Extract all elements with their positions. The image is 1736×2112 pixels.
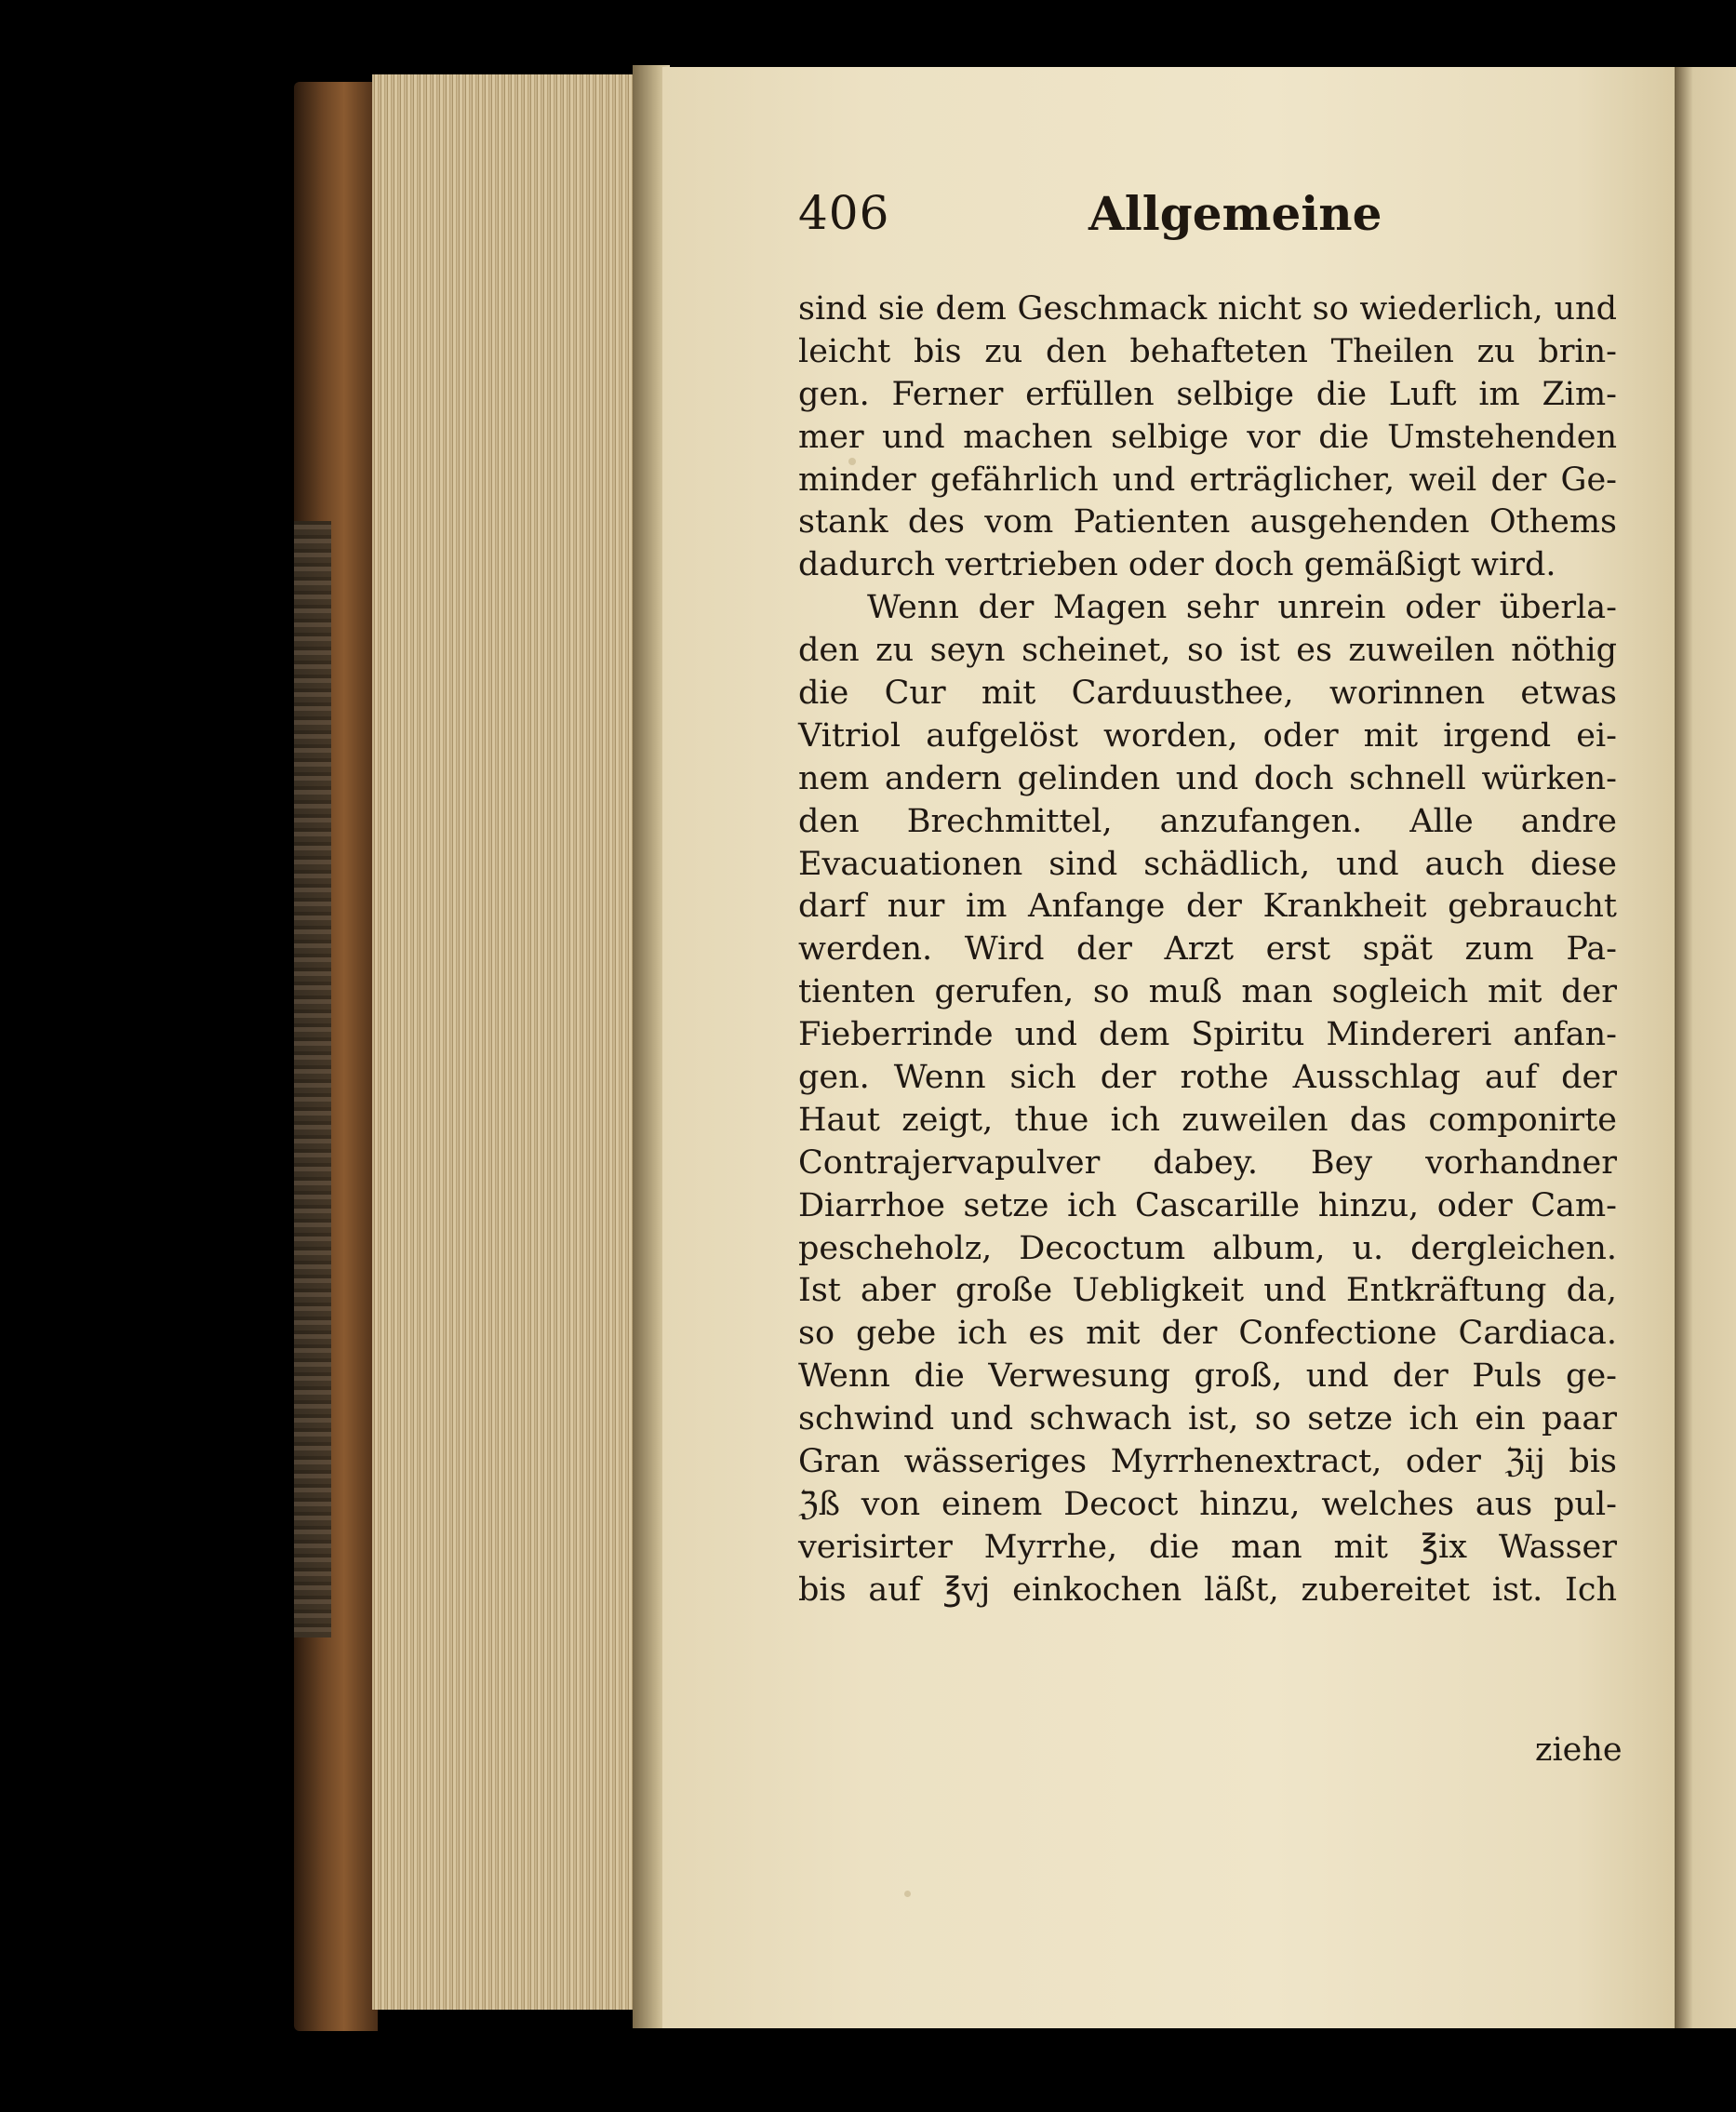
text-line: gen. Ferner erfüllen selbige die Luft im Zim- <box>798 375 1617 413</box>
text-line: bis auf ℥vj einkochen läßt, zubereitet ist. Ich <box>798 1571 1617 1609</box>
text-line: minder gefährlich und erträglicher, weil der Ge- <box>798 461 1617 499</box>
page-block-edge <box>372 74 642 2010</box>
text-line: Contrajervapulver dabey. Bey vorhandner <box>798 1143 1617 1182</box>
marbled-cover-edge <box>294 521 331 1637</box>
text-line: Diarrhoe setze ich Cascarille hinzu, oder Cam- <box>798 1186 1617 1224</box>
text-line: den zu seyn scheinet, so ist es zuweilen nöthig <box>798 632 1617 670</box>
text-line: Wenn die Verwesung groß, und der Puls ge- <box>798 1357 1617 1396</box>
text-line: Haut zeigt, thue ich zuweilen das componirte <box>798 1101 1617 1139</box>
text-line: pescheholz, Decoctum album, u. dergleichen. <box>798 1229 1617 1267</box>
text-line: sind sie dem Geschmack nicht so wiederlich, und <box>798 290 1617 327</box>
text-line: tienten gerufen, so muß man sogleich mit der <box>798 973 1617 1011</box>
text-line: schwind und schwach ist, so setze ich ein paar <box>798 1400 1617 1438</box>
text-line: gen. Wenn sich der rothe Ausschlag auf der <box>798 1059 1617 1097</box>
text-line: den Brechmittel, anzufangen. Alle andre <box>798 802 1617 840</box>
catchword: ziehe <box>1535 1731 1622 1769</box>
text-line: nem andern gelinden und doch schnell würken- <box>798 759 1617 797</box>
text-line: dadurch vertrieben oder doch gemäßigt wird. <box>798 546 1556 584</box>
paper-spot <box>904 1891 911 1897</box>
text-line: werden. Wird der Arzt erst spät zum Pa- <box>798 930 1617 969</box>
running-head: Allgemeine <box>1088 186 1382 241</box>
text-line: Gran wässeriges Myrrhenextract, oder ℨij bis <box>798 1443 1617 1481</box>
text-line: Vitriol aufgelöst worden, oder mit irgend ei- <box>798 716 1617 755</box>
text-line: so gebe ich es mit der Confectione Cardiaca. <box>798 1315 1617 1353</box>
text-line: ℨß von einem Decoct hinzu, welches aus pul- <box>798 1485 1617 1523</box>
text-line: Ist aber große Uebligkeit und Entkräftung da, <box>798 1272 1617 1310</box>
page-header <box>798 186 1636 261</box>
text-line: stank des vom Patienten ausgehenden Othems <box>798 503 1617 541</box>
text-line: Fieberrinde und dem Spiritu Mindereri anfan- <box>798 1016 1617 1054</box>
text-line: Evacuationen sind schädlich, und auch diese <box>798 845 1617 883</box>
text-line: die Cur mit Carduusthee, worinnen etwas <box>798 675 1617 713</box>
body-text <box>798 288 1617 1612</box>
text-line: leicht bis zu den behafteten Theilen zu brin- <box>798 332 1617 370</box>
facing-page-edge <box>1675 67 1736 2028</box>
text-line: mer und machen selbige vor die Umstehenden <box>798 418 1617 456</box>
text-line: darf nur im Anfange der Krankheit gebraucht <box>798 888 1617 926</box>
text-line: Wenn der Magen sehr unrein oder überla- <box>867 589 1617 627</box>
text-line: verisirter Myrrhe, die man mit ℥ix Wasser <box>798 1528 1617 1566</box>
page-number: 406 <box>798 186 890 240</box>
